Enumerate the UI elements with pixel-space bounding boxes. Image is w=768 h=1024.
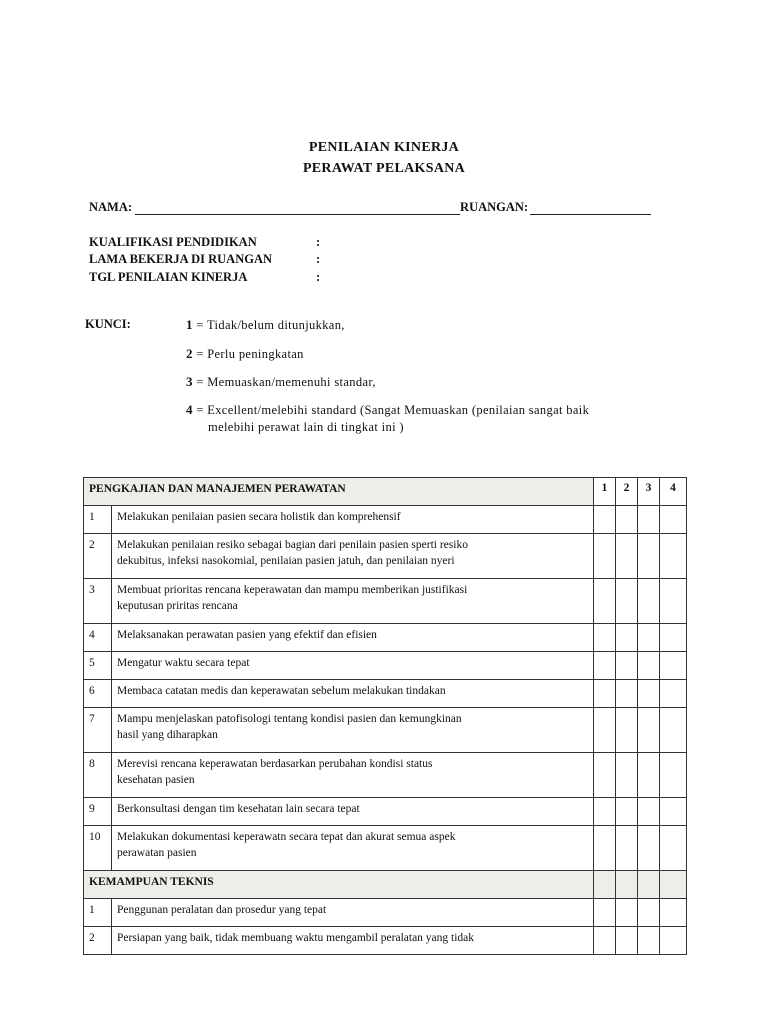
row-description <box>112 927 594 955</box>
kunci-label: KUNCI: <box>85 317 131 331</box>
score-cell-3[interactable] <box>638 680 660 708</box>
table-row <box>84 826 687 871</box>
score-cell-3[interactable] <box>638 506 660 534</box>
kunci-item <box>186 317 345 333</box>
nama-ruangan-row <box>89 200 651 215</box>
row-number: 6 <box>84 680 112 708</box>
score-cell-4[interactable] <box>660 708 687 753</box>
row-number: 1 <box>84 506 112 534</box>
score-cell-2[interactable] <box>616 798 638 826</box>
row-description <box>112 899 594 927</box>
document-subtitle: PERAWAT PELAKSANA <box>302 161 466 176</box>
score-cell-3[interactable] <box>638 534 660 579</box>
row-number: 10 <box>84 826 112 871</box>
kunci-item <box>186 374 376 390</box>
kunci-item <box>186 346 304 362</box>
score-cell-4[interactable] <box>660 899 687 927</box>
table-row <box>84 753 687 798</box>
section-header-row <box>84 478 687 506</box>
score-cell-3[interactable] <box>638 579 660 624</box>
description-line: Persiapan yang baik, tidak membuang waktu mengambil peralatan yang tidak <box>117 932 475 944</box>
row-number: 7 <box>84 708 112 753</box>
description-line: perawatan pasien <box>117 847 197 859</box>
score-header-empty <box>660 871 687 899</box>
kunci-text: = Tidak/belum ditunjukkan, <box>192 318 345 332</box>
score-header-empty <box>594 871 616 899</box>
row-description <box>112 652 594 680</box>
description-line: kesehatan pasien <box>117 774 195 786</box>
table-row <box>84 652 687 680</box>
score-cell-4[interactable] <box>660 927 687 955</box>
score-header-empty <box>616 871 638 899</box>
score-header-empty <box>638 871 660 899</box>
score-cell-4[interactable] <box>660 534 687 579</box>
score-cell-2[interactable] <box>616 652 638 680</box>
description-line: dekubitus, infeksi nasokomial, penilaian pasien jatuh, dan penilaian nyeri <box>117 555 455 567</box>
row-description <box>112 534 594 579</box>
description-line: hasil yang diharapkan <box>117 729 218 741</box>
score-header: 2 <box>616 478 638 506</box>
description-line: Membuat prioritas rencana keperawatan dan mampu memberikan justifikasi <box>117 584 468 596</box>
score-cell-1[interactable] <box>594 680 616 708</box>
row-number: 8 <box>84 753 112 798</box>
description-line: Mengatur waktu secara tepat <box>117 657 250 669</box>
row-number: 5 <box>84 652 112 680</box>
row-description <box>112 506 594 534</box>
row-description <box>112 753 594 798</box>
row-number: 4 <box>84 624 112 652</box>
score-cell-4[interactable] <box>660 753 687 798</box>
table-row <box>84 624 687 652</box>
score-cell-3[interactable] <box>638 753 660 798</box>
score-header: 1 <box>594 478 616 506</box>
kunci-text: = Memuaskan/memenuhi standar, <box>192 375 376 389</box>
section-header-row <box>84 871 687 899</box>
row-number: 2 <box>84 534 112 579</box>
score-cell-3[interactable] <box>638 899 660 927</box>
kunci-item-4-continuation: melebihi perawat lain di tingkat ini ) <box>208 420 404 434</box>
score-cell-4[interactable] <box>660 652 687 680</box>
score-cell-4[interactable] <box>660 579 687 624</box>
score-cell-2[interactable] <box>616 624 638 652</box>
lama-bekerja-colon: : <box>316 252 321 266</box>
description-line: Penggunan peralatan dan prosedur yang tepat <box>117 904 327 916</box>
score-cell-1[interactable] <box>594 927 616 955</box>
score-cell-2[interactable] <box>616 927 638 955</box>
score-cell-2[interactable] <box>616 506 638 534</box>
score-cell-2[interactable] <box>616 826 638 871</box>
score-cell-4[interactable] <box>660 624 687 652</box>
description-line: Melakukan penilaian resiko sebagai bagian dari penilain pasien sperti resiko <box>117 539 468 551</box>
score-cell-2[interactable] <box>616 534 638 579</box>
score-cell-3[interactable] <box>638 798 660 826</box>
row-description <box>112 680 594 708</box>
lama-bekerja-label: LAMA BEKERJA DI RUANGAN <box>89 252 273 266</box>
score-cell-3[interactable] <box>638 624 660 652</box>
score-header: 3 <box>638 478 660 506</box>
description-line: keputusan priritas rencana <box>117 600 238 612</box>
kunci-text: = Excellent/melebihi standard (Sangat Memuaskan (penilaian sangat baik <box>192 403 590 417</box>
nama-field[interactable] <box>135 202 460 215</box>
description-line: Membaca catatan medis dan keperawatan sebelum melakukan tindakan <box>117 685 446 697</box>
kualifikasi-label: KUALIFIKASI PENDIDIKAN <box>89 235 257 249</box>
score-cell-1[interactable] <box>594 534 616 579</box>
row-number: 1 <box>84 899 112 927</box>
row-number: 3 <box>84 579 112 624</box>
kunci-num: 2 <box>186 346 193 361</box>
row-description <box>112 579 594 624</box>
score-cell-3[interactable] <box>638 708 660 753</box>
score-cell-1[interactable] <box>594 798 616 826</box>
row-description <box>112 826 594 871</box>
table-row <box>84 899 687 927</box>
row-number: 2 <box>84 927 112 955</box>
table-row <box>84 534 687 579</box>
table-row <box>84 927 687 955</box>
score-cell-4[interactable] <box>660 506 687 534</box>
description-line: Melakukan penilaian pasien secara holistik dan komprehensif <box>117 511 401 523</box>
description-line: Melakukan dokumentasi keperawatn secara tepat dan akurat semua aspek <box>117 831 456 843</box>
description-line: Berkonsultasi dengan tim kesehatan lain secara tepat <box>117 803 360 815</box>
row-description <box>112 708 594 753</box>
kunci-item <box>186 402 589 418</box>
score-cell-2[interactable] <box>616 753 638 798</box>
score-cell-4[interactable] <box>660 798 687 826</box>
score-cell-2[interactable] <box>616 680 638 708</box>
description-line: Mampu menjelaskan patofisologi tentang kondisi pasien dan kemungkinan <box>117 713 462 725</box>
row-description <box>112 798 594 826</box>
table-row <box>84 680 687 708</box>
score-cell-2[interactable] <box>616 899 638 927</box>
score-cell-3[interactable] <box>638 652 660 680</box>
section-title: PENGKAJIAN DAN MANAJEMEN PERAWATAN <box>84 478 594 506</box>
tgl-penilaian-colon: : <box>316 270 321 284</box>
kualifikasi-colon: : <box>316 235 321 249</box>
score-cell-1[interactable] <box>594 652 616 680</box>
section-title: KEMAMPUAN TEKNIS <box>84 871 594 899</box>
score-cell-1[interactable] <box>594 753 616 798</box>
score-header: 4 <box>660 478 687 506</box>
description-line: Melaksanakan perawatan pasien yang efektif dan efisien <box>117 629 377 641</box>
assessment-table <box>83 477 687 955</box>
description-line: Merevisi rencana keperawatan berdasarkan perubahan kondisi status <box>117 758 433 770</box>
ruangan-field[interactable] <box>530 202 651 215</box>
row-description <box>112 624 594 652</box>
kunci-num: 3 <box>186 374 193 389</box>
score-cell-1[interactable] <box>594 506 616 534</box>
kunci-text: = Perlu peningkatan <box>192 347 304 361</box>
score-cell-3[interactable] <box>638 826 660 871</box>
score-cell-2[interactable] <box>616 708 638 753</box>
score-cell-4[interactable] <box>660 826 687 871</box>
score-cell-1[interactable] <box>594 624 616 652</box>
score-cell-1[interactable] <box>594 826 616 871</box>
kunci-num: 4 <box>186 402 193 417</box>
document-title: PENILAIAN KINERJA <box>308 140 460 155</box>
score-cell-1[interactable] <box>594 899 616 927</box>
score-cell-1[interactable] <box>594 579 616 624</box>
nama-label: NAMA: <box>89 200 133 214</box>
score-cell-2[interactable] <box>616 579 638 624</box>
score-cell-4[interactable] <box>660 680 687 708</box>
score-cell-3[interactable] <box>638 927 660 955</box>
table-row <box>84 579 687 624</box>
row-number: 9 <box>84 798 112 826</box>
table-row <box>84 708 687 753</box>
table-row <box>84 506 687 534</box>
ruangan-label: RUANGAN: <box>460 200 529 214</box>
score-cell-1[interactable] <box>594 708 616 753</box>
table-row <box>84 798 687 826</box>
kunci-num: 1 <box>186 317 193 332</box>
tgl-penilaian-label: TGL PENILAIAN KINERJA <box>89 270 248 284</box>
